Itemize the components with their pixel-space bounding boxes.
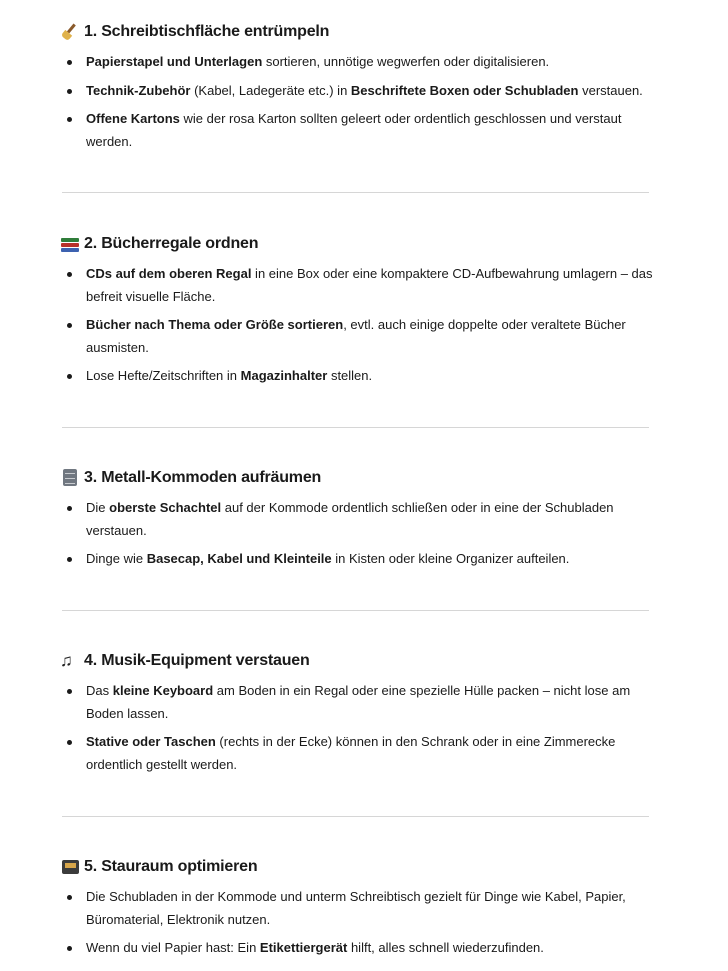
divider [62,610,649,611]
section-heading [60,234,258,254]
list-item: Wenn du viel Papier hast: Ein Etikettiergerät hilft, alles schnell wiederzufinden. [60,937,670,960]
section-heading [60,857,257,877]
broom-icon [60,22,82,42]
list-item: Die oberste Schachtel auf der Kommode ordentlich schließen oder in eine der Schubladen verstauen. [60,497,670,542]
divider [62,192,649,193]
list-item: Technik-Zubehör (Kabel, Ladegeräte etc.) in Beschriftete Boxen oder Schubladen verstauen. [60,80,670,103]
bullet-list [60,680,670,782]
section-heading [60,22,329,42]
bullet-list [60,51,670,159]
divider [62,427,649,428]
list-item: Papierstapel und Unterlagen sortieren, unnötige wegwerfen oder digitalisieren. [60,51,670,74]
section-heading [60,468,321,488]
section-title: 3. Metall-Kommoden aufräumen [84,469,322,486]
section-title: 1. Schreibtischfläche entrümpeln [84,23,330,40]
list-item: Dinge wie Basecap, Kabel und Kleinteile in Kisten oder kleine Organizer aufteilen. [60,548,670,571]
bullet-list [60,886,670,966]
card-box-icon [60,857,82,877]
section-title: 2. Bücherregale ordnen [84,235,259,252]
list-item: CDs auf dem oberen Regal in eine Box oder eine kompaktere CD-Aufbewahrung umlagern – das befreit visuelle Fläche. [60,263,670,308]
list-item: Lose Hefte/Zeitschriften in Magazinhalter stellen. [60,365,670,388]
bullet-list [60,263,670,394]
section-title: 5. Stauraum optimieren [84,858,258,875]
books-icon [60,234,82,254]
list-item: Bücher nach Thema oder Größe sortieren, evtl. auch einige doppelte oder veraltete Bücher ausmisten. [60,314,670,359]
file-cabinet-icon [60,468,82,488]
section-title: 4. Musik-Equipment verstauen [84,652,310,669]
section-heading [60,651,310,671]
bullet-list [60,497,670,577]
list-item: Stative oder Taschen (rechts in der Ecke) können in den Schrank oder in eine Zimmerecke ordentlich gestellt werden. [60,731,670,776]
list-item: Offene Kartons wie der rosa Karton sollten geleert oder ordentlich geschlossen und verstaut werden. [60,108,670,153]
music-notes-icon: ♫ [60,651,73,670]
divider [62,816,649,817]
list-item: Das kleine Keyboard am Boden in ein Regal oder eine spezielle Hülle packen – nicht lose am Boden lassen. [60,680,670,725]
list-item: Die Schubladen in der Kommode und unterm Schreibtisch gezielt für Dinge wie Kabel, Papier, Büromaterial, Elektronik nutzen. [60,886,670,931]
